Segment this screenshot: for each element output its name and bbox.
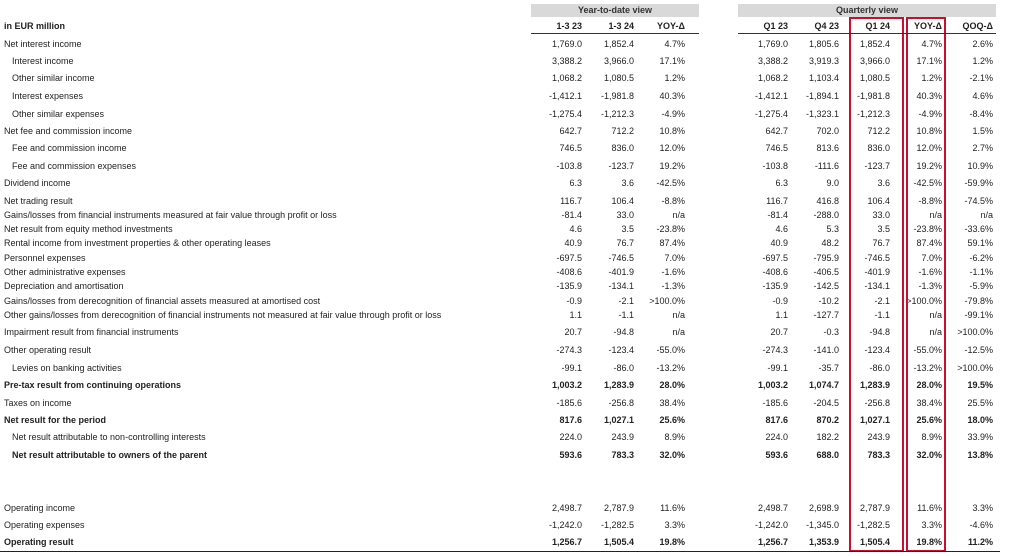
cell-q1-24: 1,505.4: [859, 537, 890, 547]
row-label: Net result for the period: [4, 415, 107, 425]
cell-q4-23: 1,074.7: [808, 380, 839, 390]
column-header-q1-24: Q1 24: [865, 21, 890, 31]
cell-q1-24: -256.8: [864, 398, 890, 408]
cell-q-yoy: 25.6%: [916, 415, 942, 425]
cell-ytd-yoy: n/a: [672, 327, 685, 337]
cell-q4-23: 182.2: [816, 432, 839, 442]
cell-q-qoq: n/a: [980, 210, 993, 220]
cell-q1-23: 40.9: [770, 238, 788, 248]
row-label: Net trading result: [4, 196, 73, 206]
cell-q-qoq: 10.9%: [967, 161, 993, 171]
cell-ytd-q1-23: -1,275.4: [548, 109, 582, 119]
cell-q1-23: 2,498.7: [757, 503, 788, 513]
cell-ytd-q1-23: -408.6: [556, 267, 582, 277]
cell-ytd-q1-23: 3,388.2: [551, 56, 582, 66]
cell-ytd-q1-24: -2.1: [618, 296, 634, 306]
cell-ytd-yoy: 12.0%: [659, 143, 685, 153]
cell-q4-23: -141.0: [813, 345, 839, 355]
column-header-ytd-q1-23: 1-3 23: [556, 21, 582, 31]
cell-q1-24: -134.1: [864, 281, 890, 291]
cell-q1-23: 224.0: [765, 432, 788, 442]
cell-q-qoq: 18.0%: [967, 415, 993, 425]
cell-ytd-yoy: -4.9%: [661, 109, 685, 119]
cell-q1-23: -135.9: [762, 281, 788, 291]
cell-q1-24: 3,966.0: [859, 56, 890, 66]
cell-ytd-q1-24: 3.6: [621, 178, 634, 188]
cell-ytd-q1-24: -123.4: [608, 345, 634, 355]
cell-q-qoq: -6.2%: [969, 253, 993, 263]
cell-ytd-q1-23: 40.9: [564, 238, 582, 248]
row-label: Impairment result from financial instruments: [4, 327, 179, 337]
cell-q-qoq: -5.9%: [969, 281, 993, 291]
cell-q4-23: -288.0: [813, 210, 839, 220]
cell-q-qoq: >100.0%: [957, 363, 993, 373]
cell-ytd-yoy: -55.0%: [656, 345, 685, 355]
row-label: Net result from equity method investments: [4, 224, 173, 234]
cell-q-qoq: 59.1%: [967, 238, 993, 248]
column-header-q-yoy: YOY-Δ: [914, 21, 942, 31]
cell-ytd-q1-23: -1,412.1: [548, 91, 582, 101]
cell-ytd-yoy: 4.7%: [664, 39, 685, 49]
cell-ytd-q1-23: 746.5: [559, 143, 582, 153]
cell-q-qoq: -79.8%: [964, 296, 993, 306]
cell-ytd-q1-23: 1.1: [569, 310, 582, 320]
cell-q-yoy: 12.0%: [916, 143, 942, 153]
column-header-ytd-q1-24: 1-3 24: [608, 21, 634, 31]
cell-ytd-q1-23: 2,498.7: [551, 503, 582, 513]
cell-ytd-q1-23: -99.1: [561, 363, 582, 373]
cell-q1-23: -1,242.0: [754, 520, 788, 530]
column-header-q1-23: Q1 23: [763, 21, 788, 31]
cell-q-qoq: 4.6%: [972, 91, 993, 101]
cell-q1-23: -697.5: [762, 253, 788, 263]
row-label: Net fee and commission income: [4, 126, 133, 136]
row-label: Other similar expenses: [12, 109, 105, 119]
cell-ytd-q1-24: 3,966.0: [603, 56, 634, 66]
cell-ytd-yoy: 19.8%: [659, 537, 685, 547]
cell-ytd-q1-23: -185.6: [556, 398, 582, 408]
cell-ytd-yoy: 17.1%: [659, 56, 685, 66]
cell-ytd-yoy: n/a: [672, 210, 685, 220]
cell-q1-24: -1.1: [874, 310, 890, 320]
cell-q-yoy: -23.8%: [913, 224, 942, 234]
cell-q-qoq: -8.4%: [969, 109, 993, 119]
row-label: Operating result: [4, 537, 74, 547]
cell-q4-23: 5.3: [826, 224, 839, 234]
cell-q1-23: 1,256.7: [757, 537, 788, 547]
cell-q-yoy: -42.5%: [913, 178, 942, 188]
row-label: Fee and commission expenses: [12, 161, 137, 171]
cell-q1-24: -746.5: [864, 253, 890, 263]
cell-q4-23: -204.5: [813, 398, 839, 408]
cell-q-yoy: 11.6%: [917, 503, 942, 513]
cell-q-yoy: 10.8%: [916, 126, 942, 136]
row-label: Net result attributable to owners of the parent: [12, 450, 208, 460]
row-label: Interest expenses: [12, 91, 84, 101]
cell-q4-23: -0.3: [823, 327, 839, 337]
cell-ytd-q1-24: 1,283.9: [603, 380, 634, 390]
cell-q4-23: 3,919.3: [808, 56, 839, 66]
cell-ytd-q1-24: -401.9: [608, 267, 634, 277]
cell-q-yoy: 19.8%: [916, 537, 942, 547]
cell-q1-24: 836.0: [867, 143, 890, 153]
cell-q4-23: 688.0: [816, 450, 839, 460]
cell-q4-23: -1,323.1: [805, 109, 839, 119]
row-label: Depreciation and amortisation: [4, 281, 124, 291]
cell-ytd-q1-23: 116.7: [560, 196, 582, 206]
cell-ytd-q1-24: 33.0: [616, 210, 634, 220]
cell-ytd-q1-23: 20.7: [564, 327, 582, 337]
cell-ytd-q1-23: 1,256.7: [551, 537, 582, 547]
row-label: Fee and commission income: [12, 143, 127, 153]
cell-q-yoy: -1.3%: [918, 281, 942, 291]
cell-q-yoy: 19.2%: [916, 161, 942, 171]
cell-q1-24: 712.2: [867, 126, 890, 136]
cell-ytd-q1-24: 243.9: [611, 432, 634, 442]
row-label: Other administrative expenses: [4, 267, 126, 277]
cell-ytd-q1-24: 3.5: [621, 224, 634, 234]
cell-q-qoq: 19.5%: [967, 380, 993, 390]
cell-ytd-q1-23: -274.3: [556, 345, 582, 355]
cell-q4-23: 702.0: [816, 126, 839, 136]
cell-q-qoq: 2.7%: [972, 143, 993, 153]
cell-q-qoq: -12.5%: [964, 345, 993, 355]
cell-q-yoy: 87.4%: [916, 238, 942, 248]
cell-q-yoy: n/a: [929, 327, 942, 337]
cell-q4-23: 870.2: [816, 415, 839, 425]
cell-q4-23: 1,103.4: [808, 73, 839, 83]
cell-q1-24: 1,027.1: [859, 415, 890, 425]
cell-q-yoy: -1.6%: [918, 267, 942, 277]
cell-q1-24: -1,212.3: [856, 109, 890, 119]
cell-q4-23: -35.7: [818, 363, 839, 373]
cell-q-qoq: >100.0%: [957, 327, 993, 337]
cell-q1-23: -1,275.4: [754, 109, 788, 119]
cell-q-qoq: 33.9%: [967, 432, 993, 442]
cell-ytd-q1-23: 1,003.2: [551, 380, 582, 390]
cell-q-yoy: 17.1%: [916, 56, 942, 66]
cell-q-qoq: -99.1%: [964, 310, 993, 320]
cell-q-qoq: 3.3%: [972, 503, 993, 513]
cell-q-qoq: 2.6%: [972, 39, 993, 49]
cell-ytd-q1-23: 642.7: [559, 126, 582, 136]
cell-ytd-yoy: >100.0%: [649, 296, 685, 306]
row-label: Levies on banking activities: [12, 363, 122, 373]
cell-q-yoy: -4.9%: [918, 109, 942, 119]
cell-q-yoy: -13.2%: [913, 363, 942, 373]
cell-q-qoq: 1.2%: [972, 56, 993, 66]
cell-ytd-q1-23: 817.6: [559, 415, 582, 425]
cell-ytd-yoy: 3.3%: [664, 520, 685, 530]
cell-q4-23: -795.9: [813, 253, 839, 263]
row-label: Operating expenses: [4, 520, 85, 530]
cell-q-yoy: 28.0%: [916, 380, 942, 390]
row-label: Dividend income: [4, 178, 71, 188]
row-label: Other similar income: [12, 73, 95, 83]
cell-q1-23: 746.5: [765, 143, 788, 153]
cell-q4-23: 2,698.9: [808, 503, 839, 513]
cell-q1-24: 783.3: [867, 450, 890, 460]
cell-ytd-q1-24: 1,080.5: [603, 73, 634, 83]
cell-q1-24: -123.4: [864, 345, 890, 355]
cell-q1-23: 1.1: [775, 310, 788, 320]
cell-q4-23: -127.7: [813, 310, 839, 320]
cell-ytd-q1-24: -1,212.3: [600, 109, 634, 119]
cell-q4-23: 48.2: [821, 238, 839, 248]
cell-q1-24: -1,282.5: [856, 520, 890, 530]
cell-q1-23: -185.6: [762, 398, 788, 408]
cell-q1-23: 593.6: [765, 450, 788, 460]
cell-q1-24: 1,852.4: [859, 39, 890, 49]
cell-q4-23: -10.2: [818, 296, 839, 306]
row-label: Other operating result: [4, 345, 92, 355]
cell-q1-23: 116.7: [766, 196, 788, 206]
cell-q1-23: 3,388.2: [757, 56, 788, 66]
cell-ytd-q1-23: -697.5: [556, 253, 582, 263]
cell-ytd-yoy: -1.3%: [661, 281, 685, 291]
ytd-header: Year-to-date view: [531, 4, 699, 17]
cell-q1-24: 2,787.9: [859, 503, 890, 513]
cell-ytd-yoy: 87.4%: [659, 238, 685, 248]
cell-ytd-q1-23: -135.9: [556, 281, 582, 291]
cell-q-yoy: 32.0%: [916, 450, 942, 460]
cell-q-yoy: -8.8%: [918, 196, 942, 206]
cell-ytd-yoy: -1.6%: [661, 267, 685, 277]
cell-q1-24: 3.5: [877, 224, 890, 234]
cell-q-yoy: 38.4%: [916, 398, 942, 408]
column-header-ytd-yoy: YOY-Δ: [657, 21, 685, 31]
cell-q1-24: 106.4: [867, 196, 890, 206]
row-label: Net result attributable to non-controlling interests: [12, 432, 206, 442]
cell-q-qoq: -33.6%: [964, 224, 993, 234]
cell-q4-23: -111.6: [814, 161, 839, 171]
cell-q-qoq: -2.1%: [969, 73, 993, 83]
cell-ytd-q1-24: -256.8: [608, 398, 634, 408]
cell-ytd-yoy: 10.8%: [659, 126, 685, 136]
cell-q1-23: -0.9: [772, 296, 788, 306]
cell-ytd-q1-24: 1,505.4: [603, 537, 634, 547]
cell-ytd-q1-23: -0.9: [566, 296, 582, 306]
cell-ytd-q1-24: -123.7: [608, 161, 634, 171]
row-label: Interest income: [12, 56, 74, 66]
cell-ytd-q1-24: 836.0: [611, 143, 634, 153]
cell-q1-23: -274.3: [762, 345, 788, 355]
cell-q-yoy: 3.3%: [921, 520, 942, 530]
cell-q1-24: 1,080.5: [859, 73, 890, 83]
cell-ytd-q1-24: 76.7: [616, 238, 634, 248]
row-label: Pre-tax result from continuing operations: [4, 380, 182, 390]
cell-q1-23: 20.7: [770, 327, 788, 337]
cell-q4-23: 416.8: [816, 196, 839, 206]
cell-ytd-q1-24: 1,027.1: [603, 415, 634, 425]
cell-ytd-yoy: -8.8%: [661, 196, 685, 206]
cell-q4-23: 813.6: [816, 143, 839, 153]
cell-q-qoq: 1.5%: [972, 126, 993, 136]
cell-q1-23: 1,769.0: [757, 39, 788, 49]
cell-q1-23: 642.7: [765, 126, 788, 136]
row-label: Rental income from investment properties & other operating leases: [4, 238, 271, 248]
cell-q-qoq: 13.8%: [967, 450, 993, 460]
cell-ytd-q1-24: -1,981.8: [600, 91, 634, 101]
cell-q1-24: -86.0: [869, 363, 890, 373]
header-rule-ytd: [531, 33, 699, 34]
column-header-q-qoq: QOQ-Δ: [962, 21, 993, 31]
cell-ytd-yoy: 7.0%: [664, 253, 685, 263]
cell-ytd-q1-24: -94.8: [613, 327, 634, 337]
cell-q1-23: 4.6: [775, 224, 788, 234]
cell-ytd-q1-24: 106.4: [611, 196, 634, 206]
cell-ytd-yoy: n/a: [672, 310, 685, 320]
cell-q1-23: -408.6: [762, 267, 788, 277]
cell-q1-23: 817.6: [765, 415, 788, 425]
cell-q4-23: 9.0: [826, 178, 839, 188]
cell-q-yoy: 4.7%: [921, 39, 942, 49]
cell-ytd-q1-23: 4.6: [569, 224, 582, 234]
cell-q4-23: 1,353.9: [808, 537, 839, 547]
cell-ytd-yoy: 8.9%: [664, 432, 685, 442]
cell-q-qoq: -4.6%: [969, 520, 993, 530]
cell-q1-24: 3.6: [877, 178, 890, 188]
cell-q-yoy: >100.0%: [906, 296, 942, 306]
cell-ytd-yoy: -42.5%: [656, 178, 685, 188]
cell-q-qoq: -59.9%: [964, 178, 993, 188]
cell-ytd-yoy: -23.8%: [656, 224, 685, 234]
cell-ytd-q1-23: 1,769.0: [551, 39, 582, 49]
cell-q-qoq: 11.2%: [967, 537, 993, 547]
cell-ytd-q1-23: 1,068.2: [551, 73, 582, 83]
cell-q1-24: 33.0: [872, 210, 890, 220]
cell-ytd-q1-23: -81.4: [561, 210, 582, 220]
cell-q1-23: -99.1: [767, 363, 788, 373]
header-rule-quarterly: [738, 33, 996, 34]
row-label: Operating income: [4, 503, 76, 513]
cell-q1-23: -1,412.1: [754, 91, 788, 101]
cell-ytd-q1-24: -1.1: [618, 310, 634, 320]
cell-q-yoy: 1.2%: [921, 73, 942, 83]
cell-q1-24: -2.1: [874, 296, 890, 306]
cell-ytd-yoy: 25.6%: [659, 415, 685, 425]
cell-q1-24: 76.7: [872, 238, 890, 248]
cell-ytd-yoy: 28.0%: [659, 380, 685, 390]
cell-q-yoy: n/a: [929, 310, 942, 320]
cell-ytd-q1-24: -134.1: [608, 281, 634, 291]
cell-q1-23: -103.8: [762, 161, 788, 171]
cell-ytd-yoy: 38.4%: [659, 398, 685, 408]
cell-q1-24: -94.8: [869, 327, 890, 337]
cell-q1-23: 1,003.2: [757, 380, 788, 390]
cell-q-yoy: 40.3%: [916, 91, 942, 101]
cell-ytd-yoy: 40.3%: [659, 91, 685, 101]
column-header-q4-23: Q4 23: [814, 21, 839, 31]
cell-ytd-q1-24: 1,852.4: [603, 39, 634, 49]
cell-ytd-q1-23: 224.0: [559, 432, 582, 442]
cell-q1-24: 243.9: [867, 432, 890, 442]
cell-ytd-q1-24: -1,282.5: [600, 520, 634, 530]
cell-ytd-q1-23: -1,242.0: [548, 520, 582, 530]
row-label: Personnel expenses: [4, 253, 86, 263]
cell-q1-24: -1,981.8: [856, 91, 890, 101]
cell-q-yoy: n/a: [929, 210, 942, 220]
cell-q4-23: 1,805.6: [808, 39, 839, 49]
bottom-rule: [0, 551, 1000, 552]
row-label: Other gains/losses from derecognition of financial instruments not measured at fair value through profit or loss: [4, 310, 442, 320]
cell-q1-24: -401.9: [864, 267, 890, 277]
row-label: Taxes on income: [4, 398, 72, 408]
cell-ytd-q1-23: 6.3: [569, 178, 582, 188]
cell-ytd-q1-23: -103.8: [556, 161, 582, 171]
cell-ytd-yoy: 1.2%: [664, 73, 685, 83]
cell-q4-23: -1,345.0: [805, 520, 839, 530]
cell-q4-23: -142.5: [813, 281, 839, 291]
cell-ytd-q1-24: 712.2: [611, 126, 634, 136]
cell-q-qoq: -1.1%: [969, 267, 993, 277]
cell-q1-24: -123.7: [864, 161, 890, 171]
cell-q-qoq: -74.5%: [964, 196, 993, 206]
row-label: Gains/losses from financial instruments measured at fair value through profit or loss: [4, 210, 337, 220]
cell-ytd-yoy: 32.0%: [659, 450, 685, 460]
cell-q1-24: 1,283.9: [859, 380, 890, 390]
cell-q-qoq: 25.5%: [967, 398, 993, 408]
cell-q1-23: 6.3: [775, 178, 788, 188]
cell-ytd-yoy: 11.6%: [660, 503, 685, 513]
cell-q-yoy: -55.0%: [913, 345, 942, 355]
cell-q-yoy: 7.0%: [921, 253, 942, 263]
cell-q4-23: -406.5: [813, 267, 839, 277]
unit-label: in EUR million: [4, 21, 66, 31]
cell-q-yoy: 8.9%: [921, 432, 942, 442]
cell-ytd-q1-23: 593.6: [559, 450, 582, 460]
cell-ytd-q1-24: 783.3: [611, 450, 634, 460]
row-label: Net interest income: [4, 39, 82, 49]
cell-ytd-q1-24: -86.0: [613, 363, 634, 373]
cell-ytd-yoy: -13.2%: [656, 363, 685, 373]
cell-q1-23: 1,068.2: [757, 73, 788, 83]
quarterly-header: Quarterly view: [738, 4, 996, 17]
cell-ytd-q1-24: 2,787.9: [603, 503, 634, 513]
cell-q4-23: -1,894.1: [805, 91, 839, 101]
cell-q1-23: -81.4: [767, 210, 788, 220]
cell-ytd-q1-24: -746.5: [608, 253, 634, 263]
row-label: Gains/losses from derecognition of financial assets measured at amortised cost: [4, 296, 321, 306]
cell-ytd-yoy: 19.2%: [659, 161, 685, 171]
